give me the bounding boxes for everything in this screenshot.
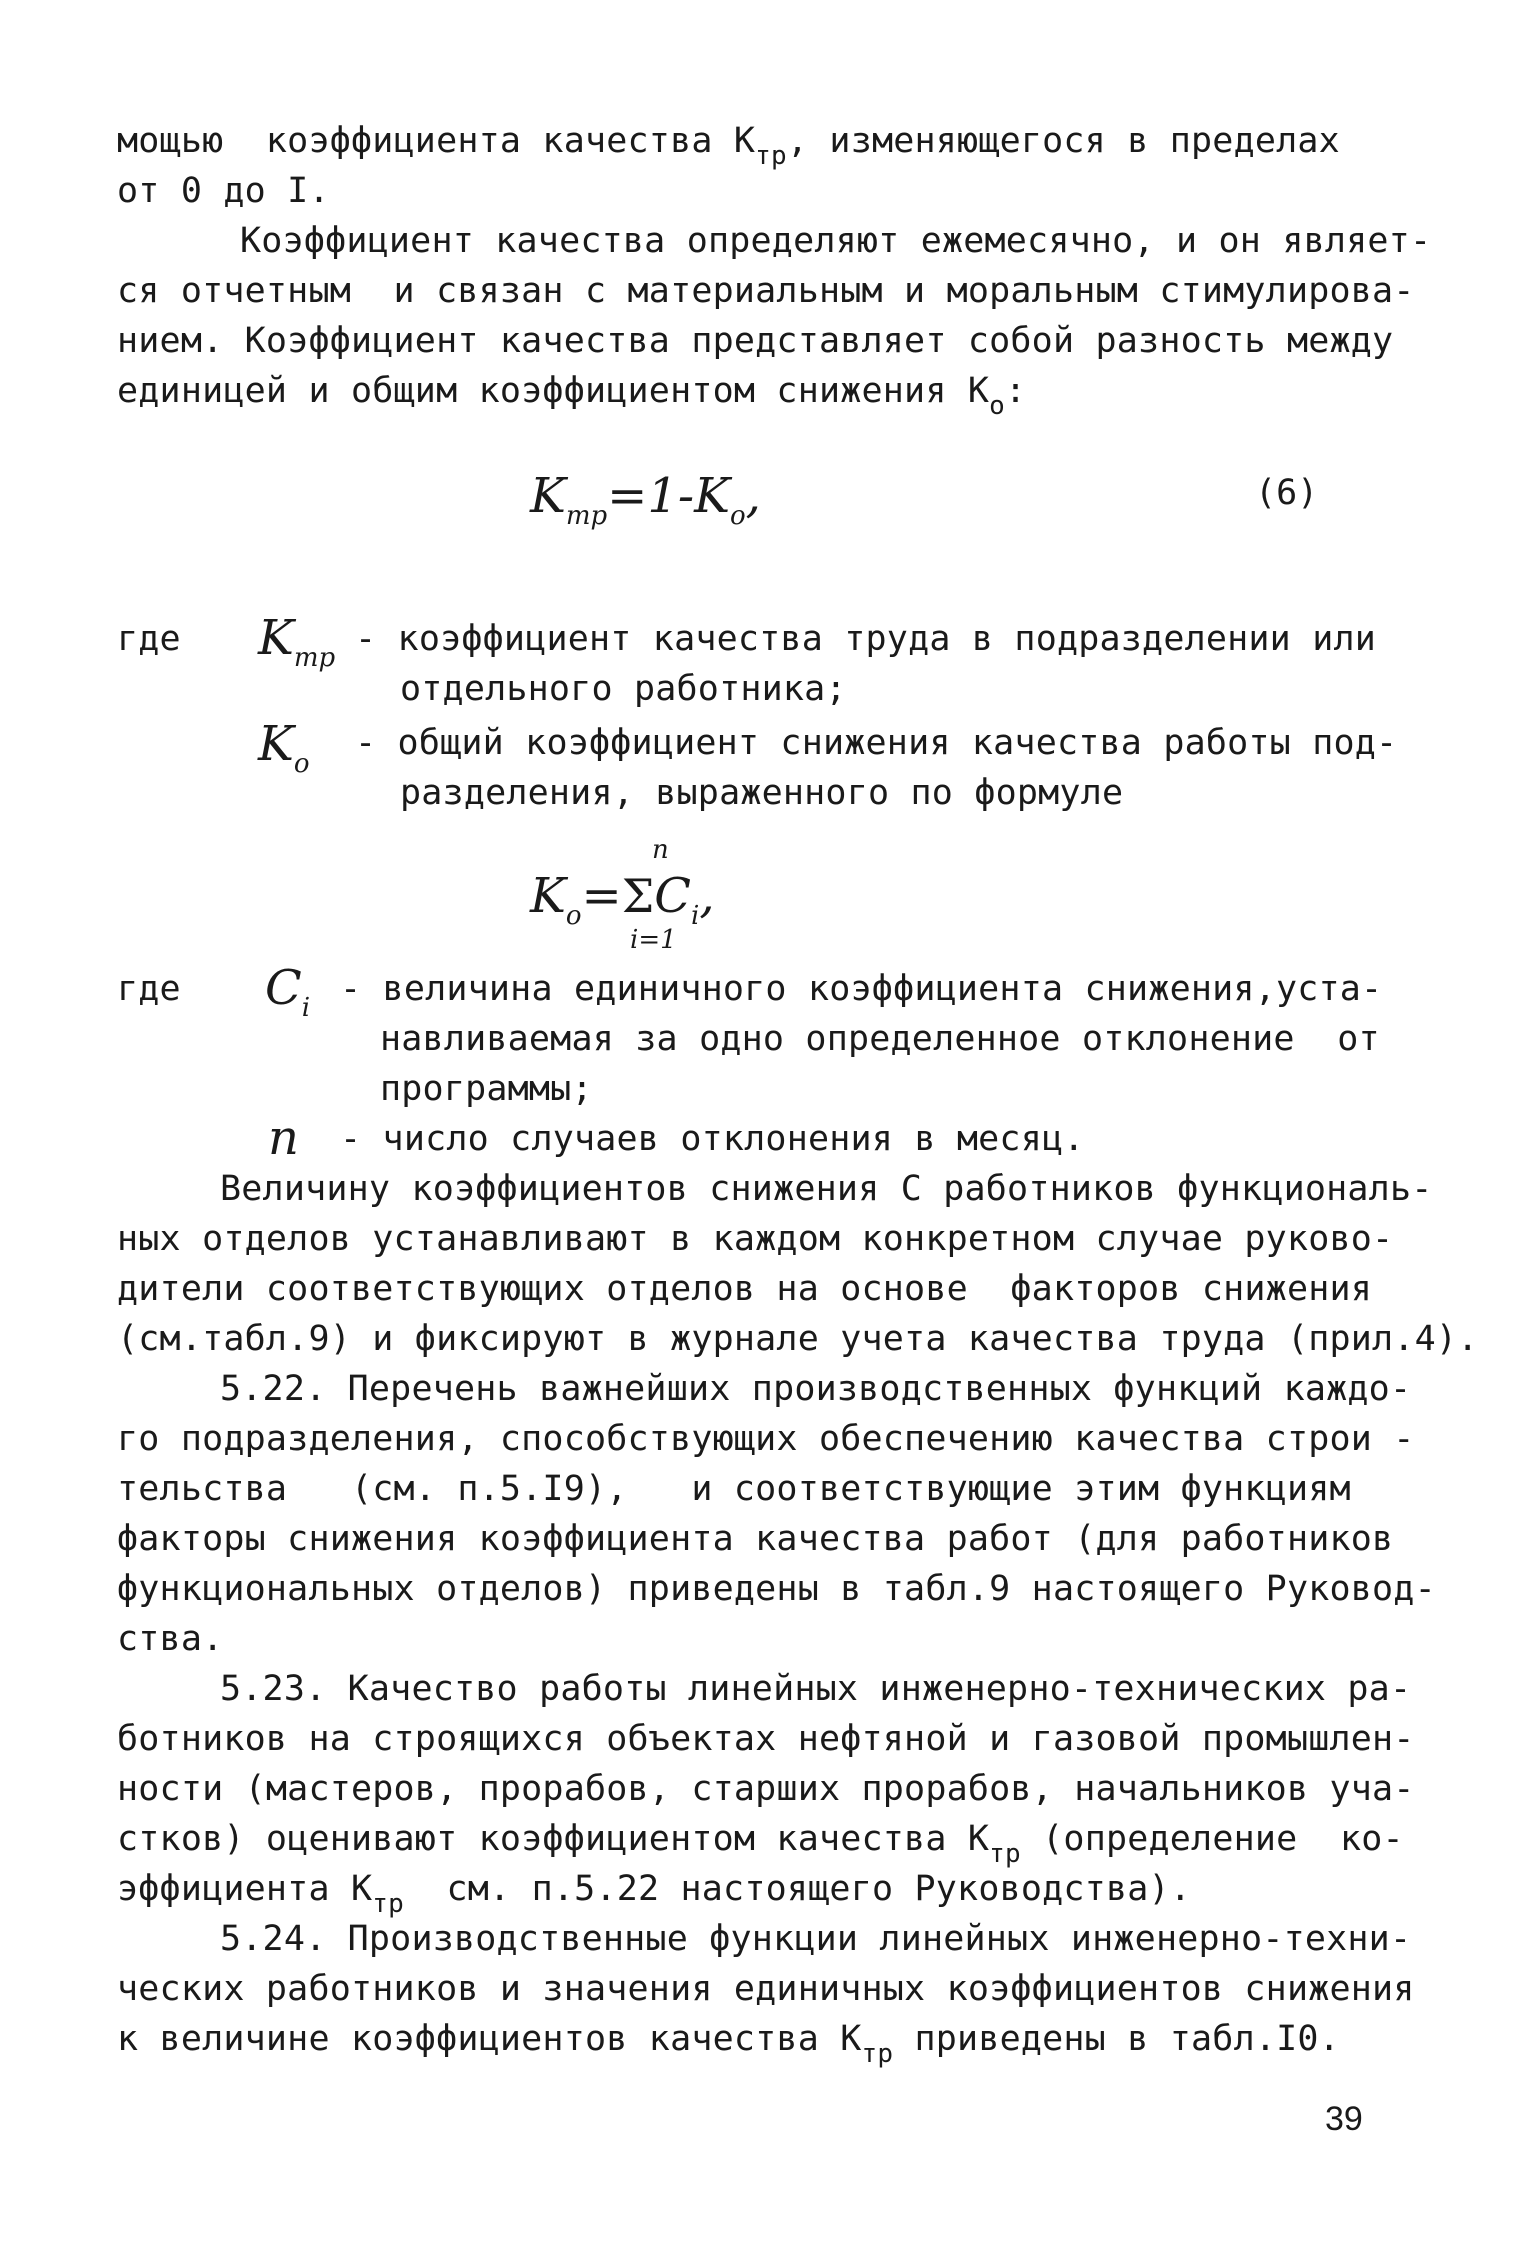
def-k-tr-line1: - коэффициент качества труда в подразделении или <box>355 619 1377 659</box>
para4-line6: ства. <box>117 1619 224 1659</box>
text: (определение ко- <box>1020 1819 1404 1859</box>
subscript: i <box>301 993 311 1023</box>
text: , изменяющегося в пределах <box>786 121 1340 161</box>
para5-line1: 5.23. Качество работы линейных инженерно-технических ра- <box>220 1669 1412 1709</box>
sigma-symbol: Σ <box>621 869 655 923</box>
para5-line5 <box>117 1868 1192 1919</box>
where-label-1: где <box>117 619 181 659</box>
para5-line2: ботников на строящихся объектах нефтяной и газовой промышлен- <box>117 1719 1415 1759</box>
para5-line3: ности (мастеров, прорабов, старших прорабов, начальников уча- <box>117 1769 1415 1809</box>
para3-line3: дители соответствующих отделов на основе факторов снижения <box>117 1269 1373 1309</box>
text: единицей и общим коэффициентом снижения К <box>117 371 990 411</box>
def-c-i-line2: навливаемая за одно определенное отклонение от <box>380 1019 1380 1059</box>
formula-sum <box>530 870 715 942</box>
symbol: K <box>530 468 566 524</box>
para6-line1: 5.24. Производственные функции линейных инженерно-техни- <box>220 1919 1412 1959</box>
para2-line1: Коэффициент качества определяют ежемесячно, и он являет- <box>240 221 1432 261</box>
subscript: тр <box>861 2039 894 2069</box>
symbol: K <box>258 716 294 772</box>
subscript: о <box>989 391 1006 421</box>
def-c-i-line1: - величина единичного коэффициента снижения,уста- <box>340 969 1383 1009</box>
para6-line3 <box>117 2018 1340 2069</box>
text: к величине коэффициентов качества К <box>117 2019 862 2059</box>
para1-line1 <box>117 120 1340 171</box>
subscript: тр <box>293 643 336 673</box>
para4-line4: факторы снижения коэффициента качества работ (для работников <box>117 1519 1394 1559</box>
subscript: o <box>293 749 310 779</box>
para5-line4 <box>117 1818 1404 1869</box>
text: приведены в табл.I0. <box>893 2019 1340 2059</box>
symbol-k-tr <box>258 612 335 684</box>
para3-line1: Величину коэффициентов снижения С работников функциональ- <box>220 1169 1433 1209</box>
symbol: , <box>699 868 715 924</box>
symbol: = <box>581 868 622 924</box>
sum-upper-limit: n <box>652 835 669 865</box>
subscript: тр <box>989 1839 1021 1869</box>
text: стков) оценивают коэффициентом качества К <box>117 1819 990 1859</box>
para3-line2: ных отделов устанавливают в каждом конкретном случае руково- <box>117 1219 1394 1259</box>
subscript: o <box>565 901 582 931</box>
para4-line1: 5.22. Перечень важнейших производственных функций каждо- <box>220 1369 1412 1409</box>
text: мощью коэффициента качества К <box>117 121 756 161</box>
def-k-o-line1: - общий коэффициент снижения качества работы под- <box>355 723 1398 763</box>
symbol: C <box>654 868 691 924</box>
sum-lower-limit: i=1 <box>630 925 677 955</box>
para2-line3: нием. Коэффициент качества представляет собой разность между <box>117 321 1394 361</box>
para4-line3: тельства (см. п.5.I9), и соответствующие этим функциям <box>117 1469 1351 1509</box>
subscript: тр <box>755 141 787 171</box>
symbol: C <box>265 960 302 1016</box>
symbol: , <box>745 468 761 524</box>
symbol: n <box>268 1110 299 1166</box>
subscript: тр <box>565 501 608 531</box>
text: эффициента К <box>117 1869 373 1909</box>
symbol: K <box>530 868 566 924</box>
page-number: 39 <box>1325 2100 1363 2138</box>
where-label-2: где <box>117 969 181 1009</box>
symbol: K <box>258 610 294 666</box>
text: : <box>1005 371 1027 411</box>
subscript: o <box>730 501 746 531</box>
symbol-c-i <box>265 962 310 1034</box>
def-n-line1: - число случаев отклонения в месяц. <box>340 1119 1085 1159</box>
symbol: =1-K <box>607 468 731 524</box>
symbol-k-o <box>258 718 310 790</box>
para4-line5: функциональных отделов) приведены в табл.9 настоящего Руковод- <box>117 1569 1436 1609</box>
para1-line2: от 0 до I. <box>117 171 330 211</box>
def-k-o-line2: разделения, выраженного по формуле <box>400 773 1124 813</box>
subscript: i <box>691 901 700 931</box>
para3-line4: (см.табл.9) и фиксируют в журнале учета качества труда (прил.4). <box>117 1319 1479 1359</box>
equation-number: (6) <box>1255 473 1319 513</box>
text: см. п.5.22 настоящего Руководства). <box>403 1869 1192 1909</box>
para4-line2: го подразделения, способствующих обеспечению качества строи - <box>117 1419 1415 1459</box>
para2-line4 <box>117 370 1027 421</box>
def-c-i-line3: программы; <box>380 1069 593 1109</box>
para6-line2: ческих работников и значения единичных коэффициентов снижения <box>117 1969 1415 2009</box>
def-k-tr-line2: отдельного работника; <box>400 669 847 709</box>
para2-line2: ся отчетным и связан с материальным и моральным стимулирова- <box>117 271 1415 311</box>
symbol-n <box>268 1112 299 1164</box>
formula-6 <box>530 470 761 542</box>
subscript: тр <box>372 1889 404 1919</box>
